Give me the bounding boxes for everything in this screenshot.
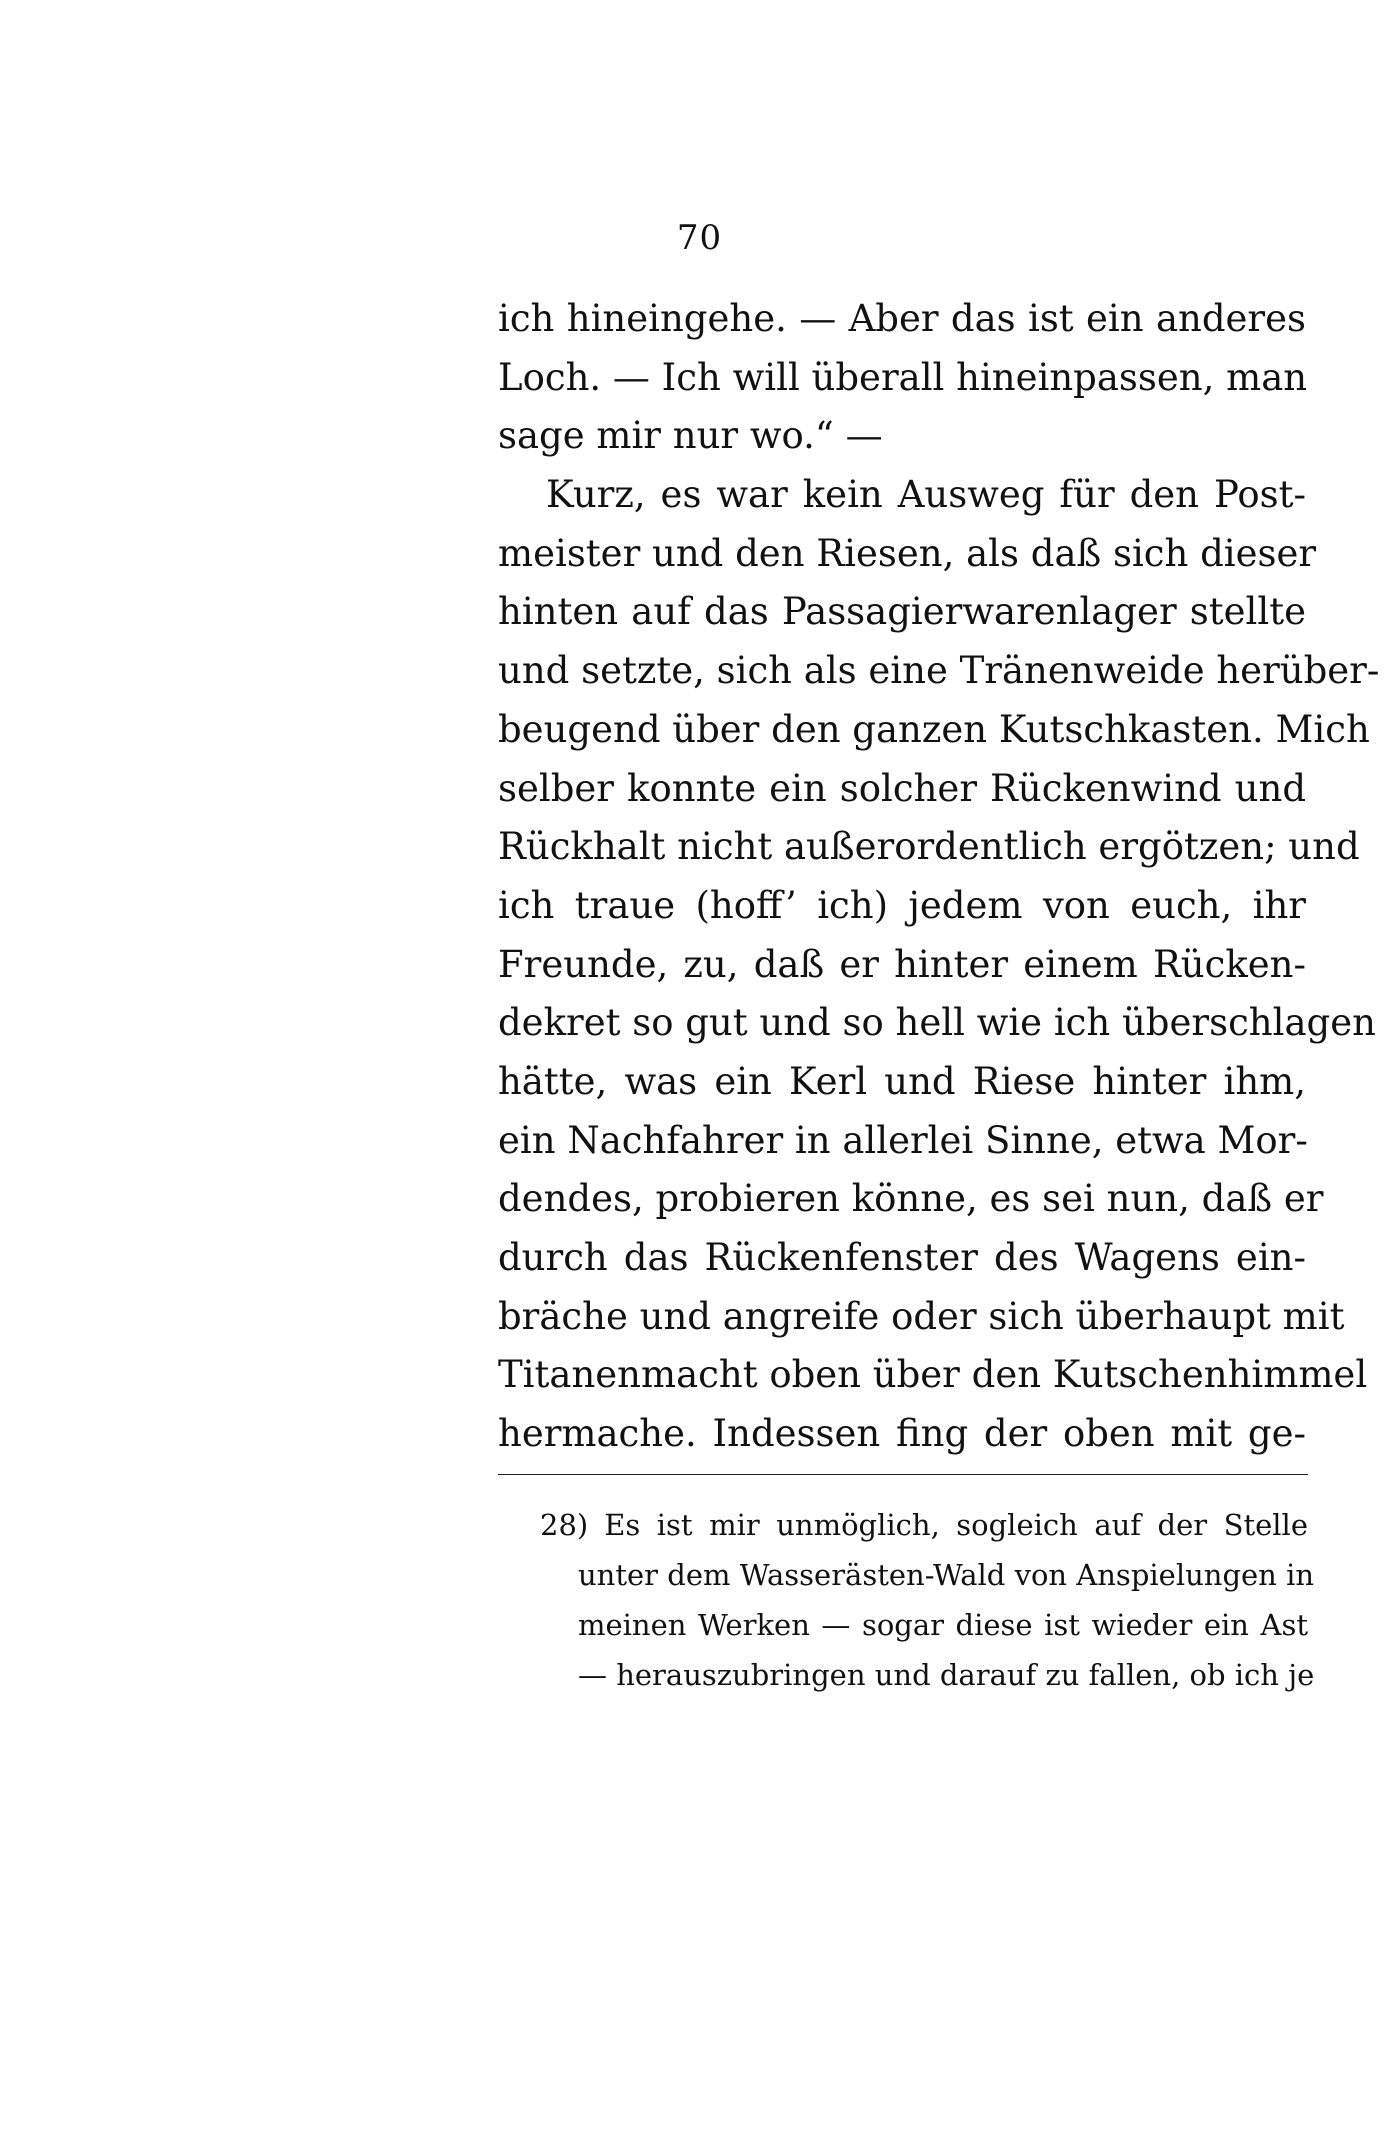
body-text [498, 290, 1380, 1464]
text-line: hätte, was ein Kerl und Riese hinter ihm, [498, 1059, 1306, 1103]
footnote-line: unter dem Wasserästen-Wald von Anspielungen in [578, 1558, 1315, 1592]
text-line: Freunde, zu, daß er hinter einem Rücken- [498, 942, 1306, 986]
text-line: durch das Rückenfenster des Wagens ein- [498, 1236, 1306, 1279]
text-line: sage mir nur wo.“ — [498, 414, 883, 458]
text-line: Loch. — Ich will überall hineinpassen, man [498, 355, 1308, 399]
text-line: Rückhalt nicht außerordentlich ergötzen; und [498, 825, 1360, 869]
footnote-text: Es ist mir unmöglich, sogleich auf der Stelle [604, 1508, 1308, 1542]
text-line: beugend über den ganzen Kutschkasten. Mich [498, 707, 1370, 751]
text-line: ein Nachfahrer in allerlei Sinne, etwa Mor- [498, 1118, 1308, 1162]
text-line: selber konnte ein solcher Rückenwind und [498, 766, 1306, 810]
footnote [498, 1500, 1315, 1700]
page-number: 70 [676, 218, 723, 258]
text-line: dekret so gut und so hell wie ich überschlagen [498, 1001, 1376, 1045]
text-line: und setzte, sich als eine Tränenweide herüber- [498, 649, 1380, 693]
footnote-line: — herauszubringen und darauf zu fallen, ob ich je [578, 1658, 1315, 1692]
text-line: hinten auf das Passagierwarenlager stellte [498, 590, 1306, 634]
text-line: hermache. Indessen fing der oben mit ge- [498, 1412, 1306, 1456]
text-line: meister und den Riesen, als daß sich dieser [498, 531, 1317, 575]
text-line: Kurz, es war kein Ausweg für den Post- [546, 473, 1306, 517]
text-line: bräche und angreife oder sich überhaupt mit [498, 1294, 1345, 1338]
text-line: Titanenmacht oben über den Kutschenhimmel [498, 1353, 1368, 1397]
text-line: dendes, probieren könne, es sei nun, daß er [498, 1177, 1324, 1221]
text-line: ich traue (hoff’ ich) jedem von euch, ihr [498, 883, 1306, 927]
footnote-line: meinen Werken — sogar diese ist wieder ein Ast [578, 1608, 1308, 1642]
text-line: ich hineingehe. — Aber das ist ein anderes [498, 297, 1306, 340]
footnote-divider [498, 1474, 1308, 1475]
footnote-line [498, 1500, 1308, 1550]
footnote-marker: 28) [540, 1508, 589, 1542]
